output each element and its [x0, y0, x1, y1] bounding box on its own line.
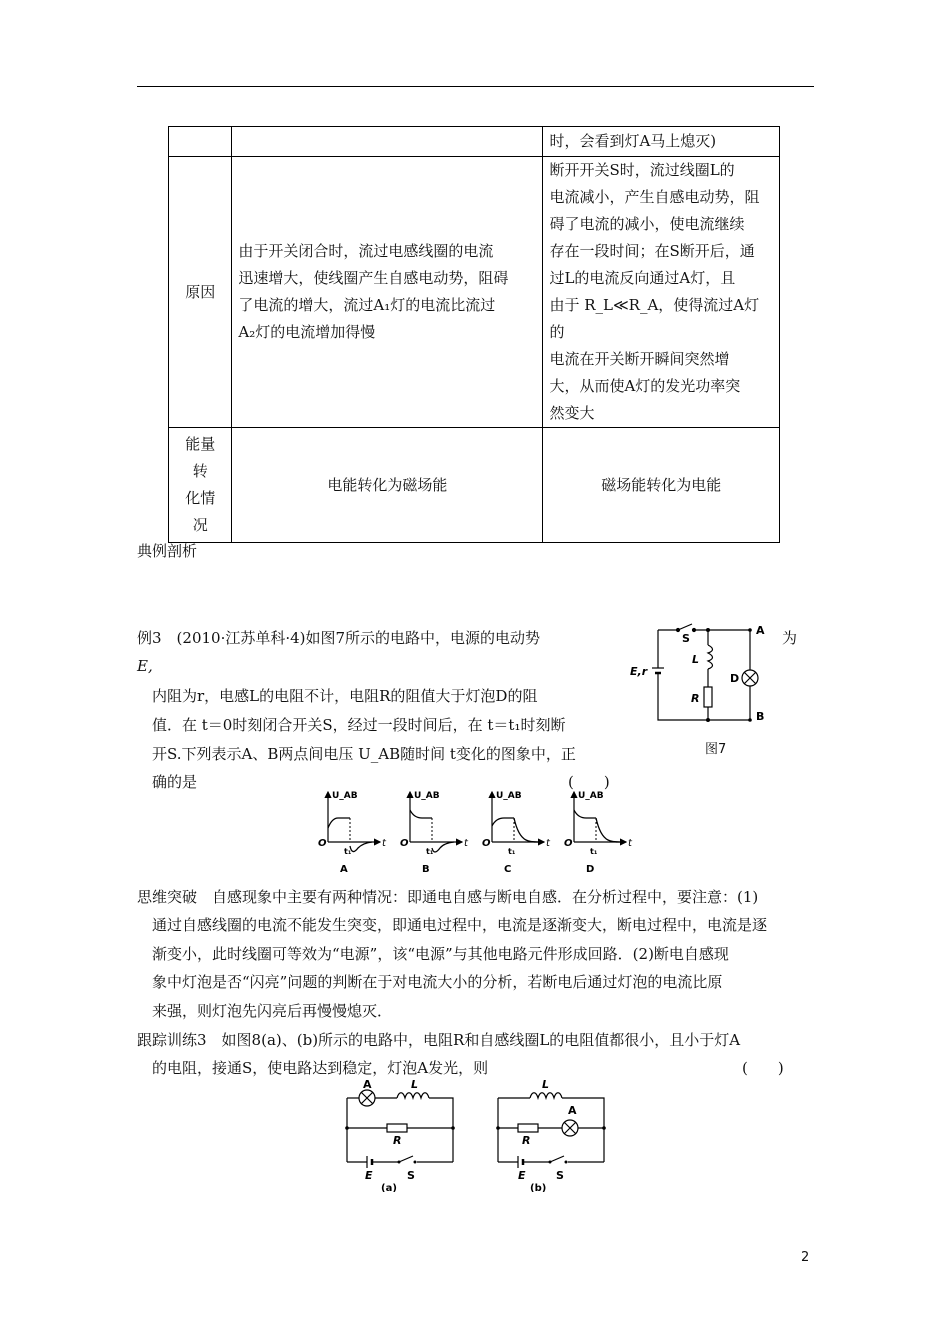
curve-a — [328, 818, 350, 828]
resistor-r-icon — [387, 1124, 407, 1132]
svg-text:t: t — [464, 838, 468, 849]
inductor-l-icon — [397, 1093, 429, 1098]
thinking-line3: 渐变小，此时线圈可等效为“电源”，该“电源”与其他电路元件形成回路．(2)断电自感现 — [152, 945, 729, 963]
svg-text:U_AB: U_AB — [578, 791, 604, 801]
row2-col2: 由于开关闭合时，流过电感线圈的电流 迅速增大，使线圈产生自感电动势，阻碍 了电流的增大，流过A₁灯的电流比流过 A₂灯的电流增加得慢 — [232, 157, 543, 428]
graph-a — [318, 791, 387, 875]
svg-text:R: R — [522, 1134, 531, 1147]
svg-text:S: S — [407, 1169, 415, 1182]
figure8b-circuit — [486, 1080, 616, 1192]
thinking-line1: 思维突破 自感现象中主要有两种情况：即通电自感与断电自感．在分析过程中，要注意：(1) — [137, 888, 759, 906]
example3-answer-blank: ( ) — [568, 773, 610, 791]
graph-d — [564, 791, 633, 875]
curve-c — [492, 818, 514, 826]
thinking-line5: 来强，则灯泡先闪亮后再慢慢熄灭． — [152, 1002, 393, 1020]
resistor-r-icon — [704, 687, 712, 707]
label-s: S — [682, 632, 690, 645]
row3-col3: 磁场能转化为电能 — [543, 428, 780, 543]
label-b: B — [756, 710, 765, 723]
row3-label: 能量 转 化情 况 — [169, 428, 232, 543]
example3-line4: 值．在 t＝0时刻闭合开关S，经过一段时间后，在 t＝t₁时刻断 — [152, 716, 566, 734]
header-rule — [137, 86, 814, 87]
option-d-label: D — [586, 864, 595, 875]
label-d: D — [730, 672, 740, 685]
graph-c — [482, 791, 551, 875]
svg-text:O: O — [564, 838, 573, 849]
table-row — [169, 428, 780, 543]
label-er: E,r — [630, 665, 648, 678]
svg-text:U_AB: U_AB — [496, 791, 522, 801]
svg-text:t: t — [382, 838, 386, 849]
graph-a-ylabel: U_AB — [332, 791, 358, 801]
inductor-l-icon — [530, 1093, 562, 1098]
inductor-l-icon — [708, 645, 713, 669]
thinking-line4: 象中灯泡是否“闪亮”问题的判断在于对电流大小的分析，若断电后通过灯泡的电流比原 — [152, 973, 723, 991]
svg-text:A: A — [363, 1080, 372, 1091]
table-row — [169, 127, 780, 157]
switch-s-icon — [399, 1156, 413, 1162]
label-r: R — [691, 692, 700, 705]
option-a-label: A — [340, 864, 348, 875]
svg-text:E: E — [518, 1169, 526, 1182]
switch-s-icon — [550, 1156, 564, 1162]
figure8a-caption: (a) — [381, 1183, 397, 1192]
svg-text:S: S — [556, 1169, 564, 1182]
svg-text:U_AB: U_AB — [414, 791, 440, 801]
figure7-circuit — [628, 620, 778, 750]
page-number: 2 — [801, 1250, 810, 1265]
svg-text:O: O — [482, 838, 491, 849]
figure8a-circuit — [335, 1080, 465, 1192]
switch-s-icon — [678, 624, 692, 630]
svg-text:O: O — [318, 838, 327, 849]
figure8b-caption: (b) — [530, 1183, 547, 1192]
example3-line3: 内阻为r，电感L的电阻不计，电阻R的阻值大于灯泡D的阻 — [152, 687, 538, 705]
curve-b — [410, 810, 432, 818]
label-a: A — [756, 624, 765, 637]
option-b-label: B — [422, 864, 430, 875]
example3-line1: 例3 (2010·江苏单科·4)如图7所示的电路中，电源的电动势 — [137, 629, 541, 647]
svg-text:t₁: t₁ — [426, 847, 434, 856]
svg-text:t₁: t₁ — [508, 847, 516, 856]
training3-line1: 跟踪训练3 如图8(a)、(b)所示的电路中，电阻R和自感线圈L的电阻值都很小，且小于灯A — [137, 1031, 741, 1049]
training3-answer-blank: ( ) — [742, 1059, 784, 1077]
svg-text:E: E — [365, 1169, 373, 1182]
curve-d — [574, 810, 596, 818]
row1-col3: 时，会看到灯A马上熄灭) — [543, 127, 780, 157]
option-c-label: C — [504, 864, 512, 875]
section-title: 典例剖析 — [137, 542, 198, 560]
graph-b — [400, 791, 469, 875]
svg-text:A: A — [568, 1104, 577, 1117]
resistor-r-icon — [518, 1124, 538, 1132]
example3-line1-tail: 为 — [782, 629, 798, 647]
svg-text:t₁: t₁ — [590, 847, 598, 856]
option-graphs — [308, 788, 638, 880]
svg-text:L: L — [411, 1080, 419, 1091]
svg-text:t₁: t₁ — [344, 847, 352, 856]
example3-line6: 确的是 — [152, 773, 198, 791]
example3-line2: E, — [137, 657, 153, 675]
thinking-line2: 通过自感线圈的电流不能发生突变，即通电过程中，电流是逐渐变大，断电过程中，电流是逐 — [152, 916, 768, 934]
label-l: L — [692, 653, 700, 666]
training3-line2: 的电阻，接通S，使电路达到稳定，灯泡A发光，则 — [152, 1059, 489, 1077]
figure7-caption: 图7 — [705, 742, 727, 757]
svg-text:L: L — [542, 1080, 550, 1091]
comparison-table — [168, 126, 780, 543]
svg-text:R: R — [393, 1134, 402, 1147]
row2-col3: 断开开关S时，流过线圈L的 电流减小，产生自感电动势，阻 碍了电流的减小，使电流继续 存在一段时间；在S断开后，通 过L的电流反向通过A灯，且 由于 R_L≪R_A，使得流过A灯的 电流在开关断开瞬间突然增 大，从而使A灯的发光功率突 然变大 — [543, 157, 780, 428]
table-row — [169, 157, 780, 428]
svg-text:O: O — [400, 838, 409, 849]
row3-col2: 电能转化为磁场能 — [232, 428, 543, 543]
svg-text:t: t — [628, 838, 632, 849]
row2-label: 原因 — [169, 157, 232, 428]
svg-text:t: t — [546, 838, 550, 849]
example3-line5: 开S.下列表示A、B两点间电压 U_AB随时间 t变化的图象中，正 — [152, 745, 576, 763]
